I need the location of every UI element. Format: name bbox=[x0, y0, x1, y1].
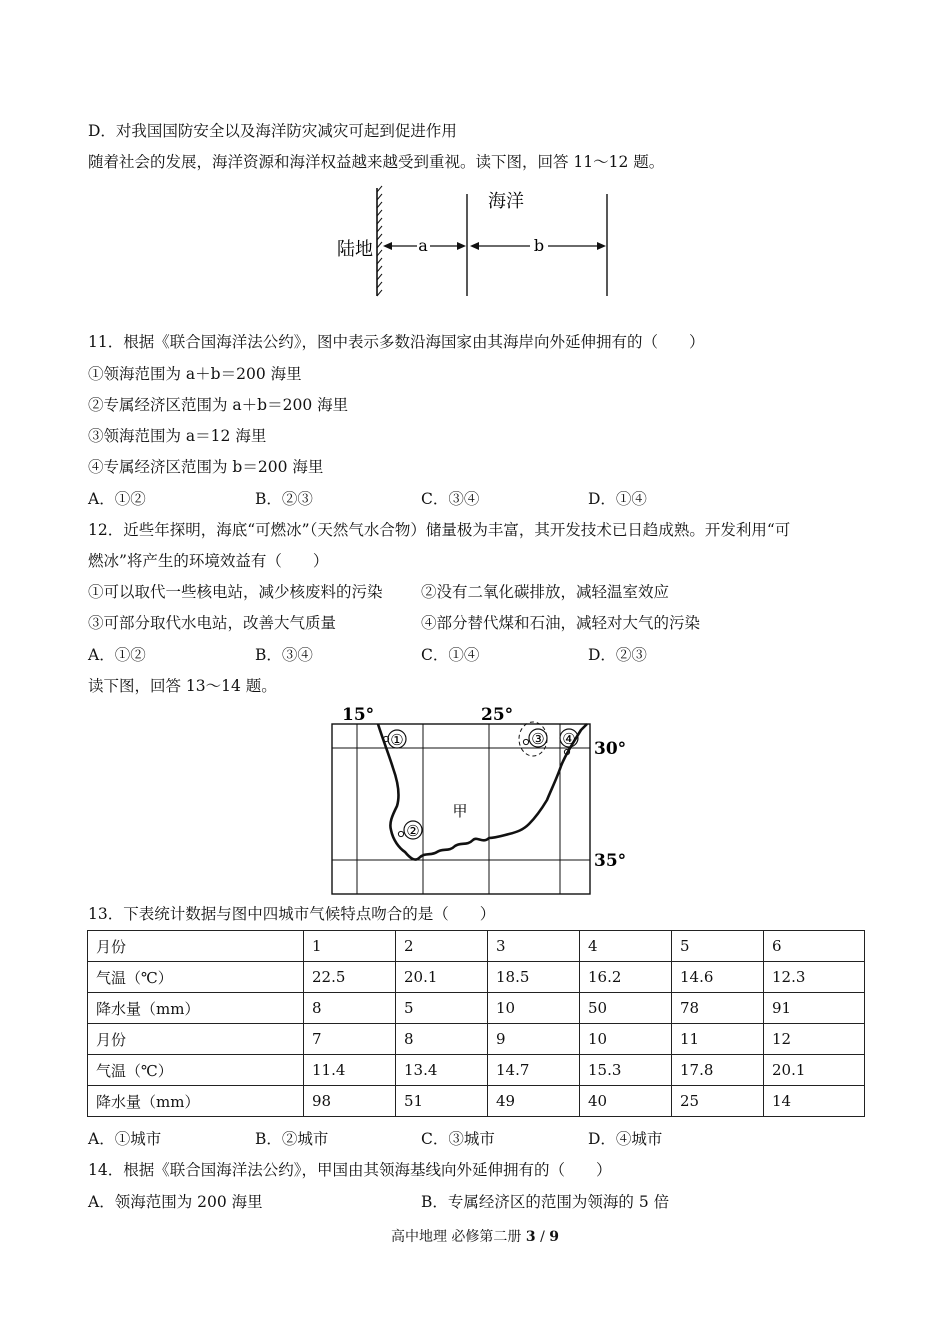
table-cell: 51 bbox=[396, 1086, 488, 1117]
q11-item: ①领海范围为 a＋b＝200 海里 bbox=[88, 365, 302, 383]
q12-option-b: B．③④ bbox=[255, 646, 313, 664]
label-a: a bbox=[418, 236, 428, 255]
southern-africa-map bbox=[325, 700, 635, 898]
table-cell: 14.7 bbox=[488, 1055, 580, 1086]
table-cell: 12.3 bbox=[764, 962, 865, 993]
ocean-label: 海洋 bbox=[488, 191, 524, 212]
q13-option-b: B．②城市 bbox=[255, 1130, 329, 1148]
table-cell: 12 bbox=[764, 1024, 865, 1055]
table-row bbox=[88, 1086, 865, 1117]
table-cell: 7 bbox=[304, 1024, 396, 1055]
table-cell: 月份 bbox=[88, 931, 304, 962]
label-b: b bbox=[533, 236, 545, 255]
climate-table bbox=[87, 930, 865, 1117]
arrow-left-icon bbox=[383, 242, 392, 250]
city-1-label: ① bbox=[390, 731, 404, 749]
q11-item: ④专属经济区范围为 b＝200 海里 bbox=[88, 458, 324, 476]
table-cell: 月份 bbox=[88, 1024, 304, 1055]
table-cell: 2 bbox=[396, 931, 488, 962]
q13-option-d: D．④城市 bbox=[588, 1130, 663, 1148]
q11-option-a: A．①② bbox=[88, 490, 146, 508]
table-cell: 气温（℃） bbox=[88, 962, 304, 993]
q12-item: ④部分替代煤和石油，减轻对大气的污染 bbox=[421, 614, 701, 632]
intro-13-14: 读下图，回答 13～14 题。 bbox=[88, 677, 277, 695]
city-3-label: ③ bbox=[531, 730, 545, 748]
table-cell: 14.6 bbox=[672, 962, 764, 993]
q10-option-d: D．对我国国防安全以及海洋防灾减灾可起到促进作用 bbox=[88, 122, 457, 140]
arrow-right-icon bbox=[457, 242, 466, 250]
sea-zone-diagram bbox=[330, 180, 620, 302]
table-row bbox=[88, 993, 865, 1024]
table-cell: 降水量（mm） bbox=[88, 993, 304, 1024]
table-cell: 20.1 bbox=[764, 1055, 865, 1086]
table-cell: 91 bbox=[764, 993, 865, 1024]
table-cell: 1 bbox=[304, 931, 396, 962]
q11-option-c: C．③④ bbox=[421, 490, 480, 508]
table-cell: 5 bbox=[672, 931, 764, 962]
q11-option-d: D．①④ bbox=[588, 490, 647, 508]
table-cell: 40 bbox=[580, 1086, 672, 1117]
table-cell: 气温（℃） bbox=[88, 1055, 304, 1086]
page-total: 9 bbox=[549, 1229, 560, 1245]
page-footer bbox=[0, 1226, 950, 1246]
table-cell: 78 bbox=[672, 993, 764, 1024]
table-row bbox=[88, 962, 865, 993]
arrow-right-icon bbox=[597, 242, 606, 250]
city-marker-icon bbox=[398, 831, 403, 836]
table-cell: 5 bbox=[396, 993, 488, 1024]
table-cell: 11.4 bbox=[304, 1055, 396, 1086]
table-cell: 10 bbox=[488, 993, 580, 1024]
table-row bbox=[88, 1024, 865, 1055]
q11-item: ②专属经济区范围为 a＋b＝200 海里 bbox=[88, 396, 349, 414]
table-cell: 15.3 bbox=[580, 1055, 672, 1086]
city-4-label: ④ bbox=[562, 730, 576, 748]
table-cell: 降水量（mm） bbox=[88, 1086, 304, 1117]
table-cell: 98 bbox=[304, 1086, 396, 1117]
land-label: 陆地 bbox=[337, 239, 373, 260]
table-cell: 49 bbox=[488, 1086, 580, 1117]
table-cell: 16.2 bbox=[580, 962, 672, 993]
longitude-15-label: 15° bbox=[342, 705, 375, 725]
page-separator: / bbox=[535, 1229, 550, 1245]
table-cell: 11 bbox=[672, 1024, 764, 1055]
q12-option-d: D．②③ bbox=[588, 646, 647, 664]
table-cell: 3 bbox=[488, 931, 580, 962]
intro-11-12: 随着社会的发展，海洋资源和海洋权益越来越受到重视。读下图，回答 11～12 题。 bbox=[88, 153, 665, 171]
q11-item: ③领海范围为 a＝12 海里 bbox=[88, 427, 267, 445]
table-cell: 8 bbox=[396, 1024, 488, 1055]
table-row bbox=[88, 1055, 865, 1086]
q12-stem-cont: 燃冰”将产生的环境效益有（ ） bbox=[88, 552, 329, 570]
table-cell: 50 bbox=[580, 993, 672, 1024]
q11-stem: 11．根据《联合国海洋法公约》，图中表示多数沿海国家由其海岸向外延伸拥有的（ ） bbox=[88, 333, 705, 351]
q13-stem: 13．下表统计数据与图中四城市气候特点吻合的是（ ） bbox=[88, 905, 496, 923]
q14-option-a: A．领海范围为 200 海里 bbox=[88, 1193, 263, 1211]
table-cell: 20.1 bbox=[396, 962, 488, 993]
q12-option-a: A．①② bbox=[88, 646, 146, 664]
table-cell: 4 bbox=[580, 931, 672, 962]
footer-text: 高中地理 必修第二册 bbox=[390, 1229, 526, 1245]
table-cell: 17.8 bbox=[672, 1055, 764, 1086]
table-cell: 13.4 bbox=[396, 1055, 488, 1086]
q14-stem: 14．根据《联合国海洋法公约》，甲国由其领海基线向外延伸拥有的（ ） bbox=[88, 1161, 612, 1179]
table-cell: 9 bbox=[488, 1024, 580, 1055]
table-cell: 25 bbox=[672, 1086, 764, 1117]
q12-item: ②没有二氧化碳排放，减轻温室效应 bbox=[421, 583, 670, 601]
table-row bbox=[88, 931, 865, 962]
q12-stem: 12．近些年探明，海底“可燃冰”（天然气水合物）储量极为丰富，其开发技术已日趋成熟。开发利用“可 bbox=[88, 521, 791, 539]
table-cell: 8 bbox=[304, 993, 396, 1024]
q13-option-a: A．①城市 bbox=[88, 1130, 162, 1148]
table-cell: 14 bbox=[764, 1086, 865, 1117]
q14-option-b: B．专属经济区的范围为领海的 5 倍 bbox=[421, 1193, 670, 1211]
q11-option-b: B．②③ bbox=[255, 490, 313, 508]
arrow-left-icon bbox=[470, 242, 479, 250]
q13-option-c: C．③城市 bbox=[421, 1130, 495, 1148]
country-jia-label: 甲 bbox=[452, 802, 468, 820]
q12-item: ①可以取代一些核电站，减少核废料的污染 bbox=[88, 583, 383, 601]
city-marker-icon bbox=[523, 739, 528, 744]
city-2-label: ② bbox=[406, 822, 420, 840]
latitude-35-label: 35° bbox=[594, 851, 627, 871]
table-cell: 18.5 bbox=[488, 962, 580, 993]
table-cell: 6 bbox=[764, 931, 865, 962]
latitude-30-label: 30° bbox=[594, 739, 627, 759]
longitude-25-label: 25° bbox=[481, 705, 514, 725]
page-number: 3 bbox=[525, 1229, 536, 1245]
table-cell: 22.5 bbox=[304, 962, 396, 993]
q12-item: ③可部分取代水电站，改善大气质量 bbox=[88, 614, 337, 632]
table-cell: 10 bbox=[580, 1024, 672, 1055]
q12-option-c: C．①④ bbox=[421, 646, 480, 664]
